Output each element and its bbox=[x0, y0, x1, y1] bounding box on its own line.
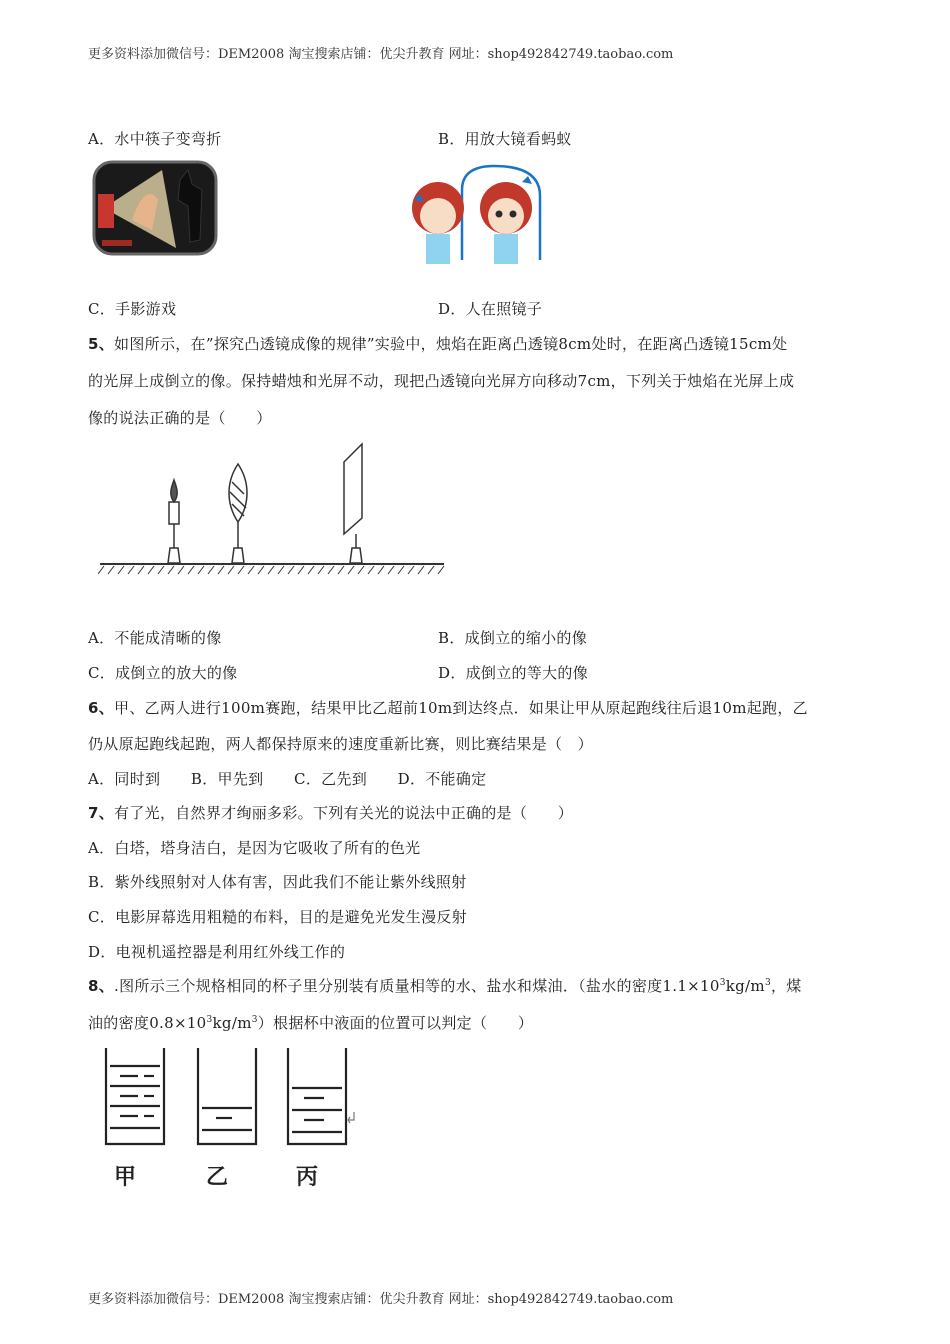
lens bbox=[229, 464, 247, 563]
q8-text1b: kg/m bbox=[725, 977, 765, 995]
q8-sup4: 3 bbox=[251, 1015, 258, 1025]
mirror-girls-image bbox=[402, 160, 548, 266]
q5-number: 5、 bbox=[88, 335, 115, 353]
q6-stem-line1 bbox=[88, 697, 808, 718]
lens-experiment-figure bbox=[98, 438, 446, 578]
q4-option-c: C．手影游戏 bbox=[88, 300, 177, 318]
q5-text1: 如图所示，在”探究凸透镜成像的规律”实验中，烛焰在距离凸透镜8cm处时，在距离凸透镜15cm处 bbox=[114, 335, 788, 353]
q5-option-c: C．成倒立的放大的像 bbox=[88, 664, 238, 682]
shadow-puppet-image bbox=[92, 160, 218, 256]
q7-option-a: A．白塔，塔身洁白，是因为它吸收了所有的色光 bbox=[88, 839, 421, 857]
q4-option-d: D．人在照镜子 bbox=[438, 300, 543, 318]
q8-sup3: 3 bbox=[206, 1015, 213, 1025]
q4-option-a: A．水中筷子变弯折 bbox=[88, 130, 222, 148]
q8-number: 8、 bbox=[88, 977, 115, 995]
page-footer: 更多资料添加微信号：DEM2008 淘宝搜索店铺：优尖升教育 网址：shop492842749.taobao.com bbox=[88, 1292, 674, 1307]
q8-text1c: ，煤 bbox=[770, 977, 802, 995]
candle bbox=[168, 480, 180, 563]
q7-stem bbox=[88, 802, 573, 823]
q8-text1a: .图所示三个规格相同的杯子里分别装有质量相等的水、盐水和煤油．（盐水的密度1.1×10 bbox=[114, 977, 720, 995]
q7-number: 7、 bbox=[88, 804, 115, 822]
q7-option-d: D．电视机遥控器是利用红外线工作的 bbox=[88, 943, 346, 961]
q5-stem-line2: 的光屏上成倒立的像。保持蜡烛和光屏不动，现把凸透镜向光屏方向移动7cm，下列关于烛焰在光屏上成 bbox=[88, 372, 795, 390]
q8-text2c: ）根据杯中液面的位置可以判定（ ） bbox=[257, 1014, 534, 1032]
cup-label-bing: 丙 bbox=[296, 1165, 319, 1190]
q8-stem-line1 bbox=[88, 975, 802, 996]
q8-text2a: 油的密度0.8×10 bbox=[88, 1014, 207, 1032]
q8-stem-line2 bbox=[88, 1012, 533, 1033]
q5-stem-line1 bbox=[88, 333, 787, 354]
q5-stem-line3: 像的说法正确的是（ ） bbox=[88, 409, 272, 427]
cup-label-jia: 甲 bbox=[114, 1165, 137, 1190]
q5-option-d: D．成倒立的等大的像 bbox=[438, 664, 589, 682]
q5-option-a: A．不能成清晰的像 bbox=[88, 629, 222, 647]
screen bbox=[344, 444, 362, 563]
q5-option-b: B．成倒立的缩小的像 bbox=[438, 629, 588, 647]
q7-option-b: B．紫外线照射对人体有害，因此我们不能让紫外线照射 bbox=[88, 873, 467, 891]
q8-sup1: 3 bbox=[719, 978, 726, 988]
q8-sup2: 3 bbox=[764, 978, 771, 988]
q6-text1: 甲、乙两人进行100m赛跑，结果甲比乙超前10m到达终点．如果让甲从原起跑线往后退10m起跑，乙 bbox=[114, 699, 808, 717]
q4-option-b: B．用放大镜看蚂蚁 bbox=[438, 130, 572, 148]
q7-option-c: C．电影屏幕选用粗糙的布料，目的是避免光发生漫反射 bbox=[88, 908, 467, 926]
q8-text2b: kg/m bbox=[212, 1014, 252, 1032]
q6-number: 6、 bbox=[88, 699, 115, 717]
page-header: 更多资料添加微信号：DEM2008 淘宝搜索店铺：优尖升教育 网址：shop492842749.taobao.com bbox=[88, 47, 674, 62]
cup-label-yi: 乙 bbox=[206, 1165, 229, 1190]
q7-text: 有了光，自然界才绚丽多彩。下列有关光的说法中正确的是（ ） bbox=[114, 804, 574, 822]
q6-options: A．同时到 B．甲先到 C．乙先到 D．不能确定 bbox=[88, 770, 487, 788]
three-cups-figure bbox=[98, 1046, 368, 1146]
q6-stem-line2: 仍从原起跑线起跑，两人都保持原来的速度重新比赛，则比赛结果是（ ） bbox=[88, 735, 593, 753]
